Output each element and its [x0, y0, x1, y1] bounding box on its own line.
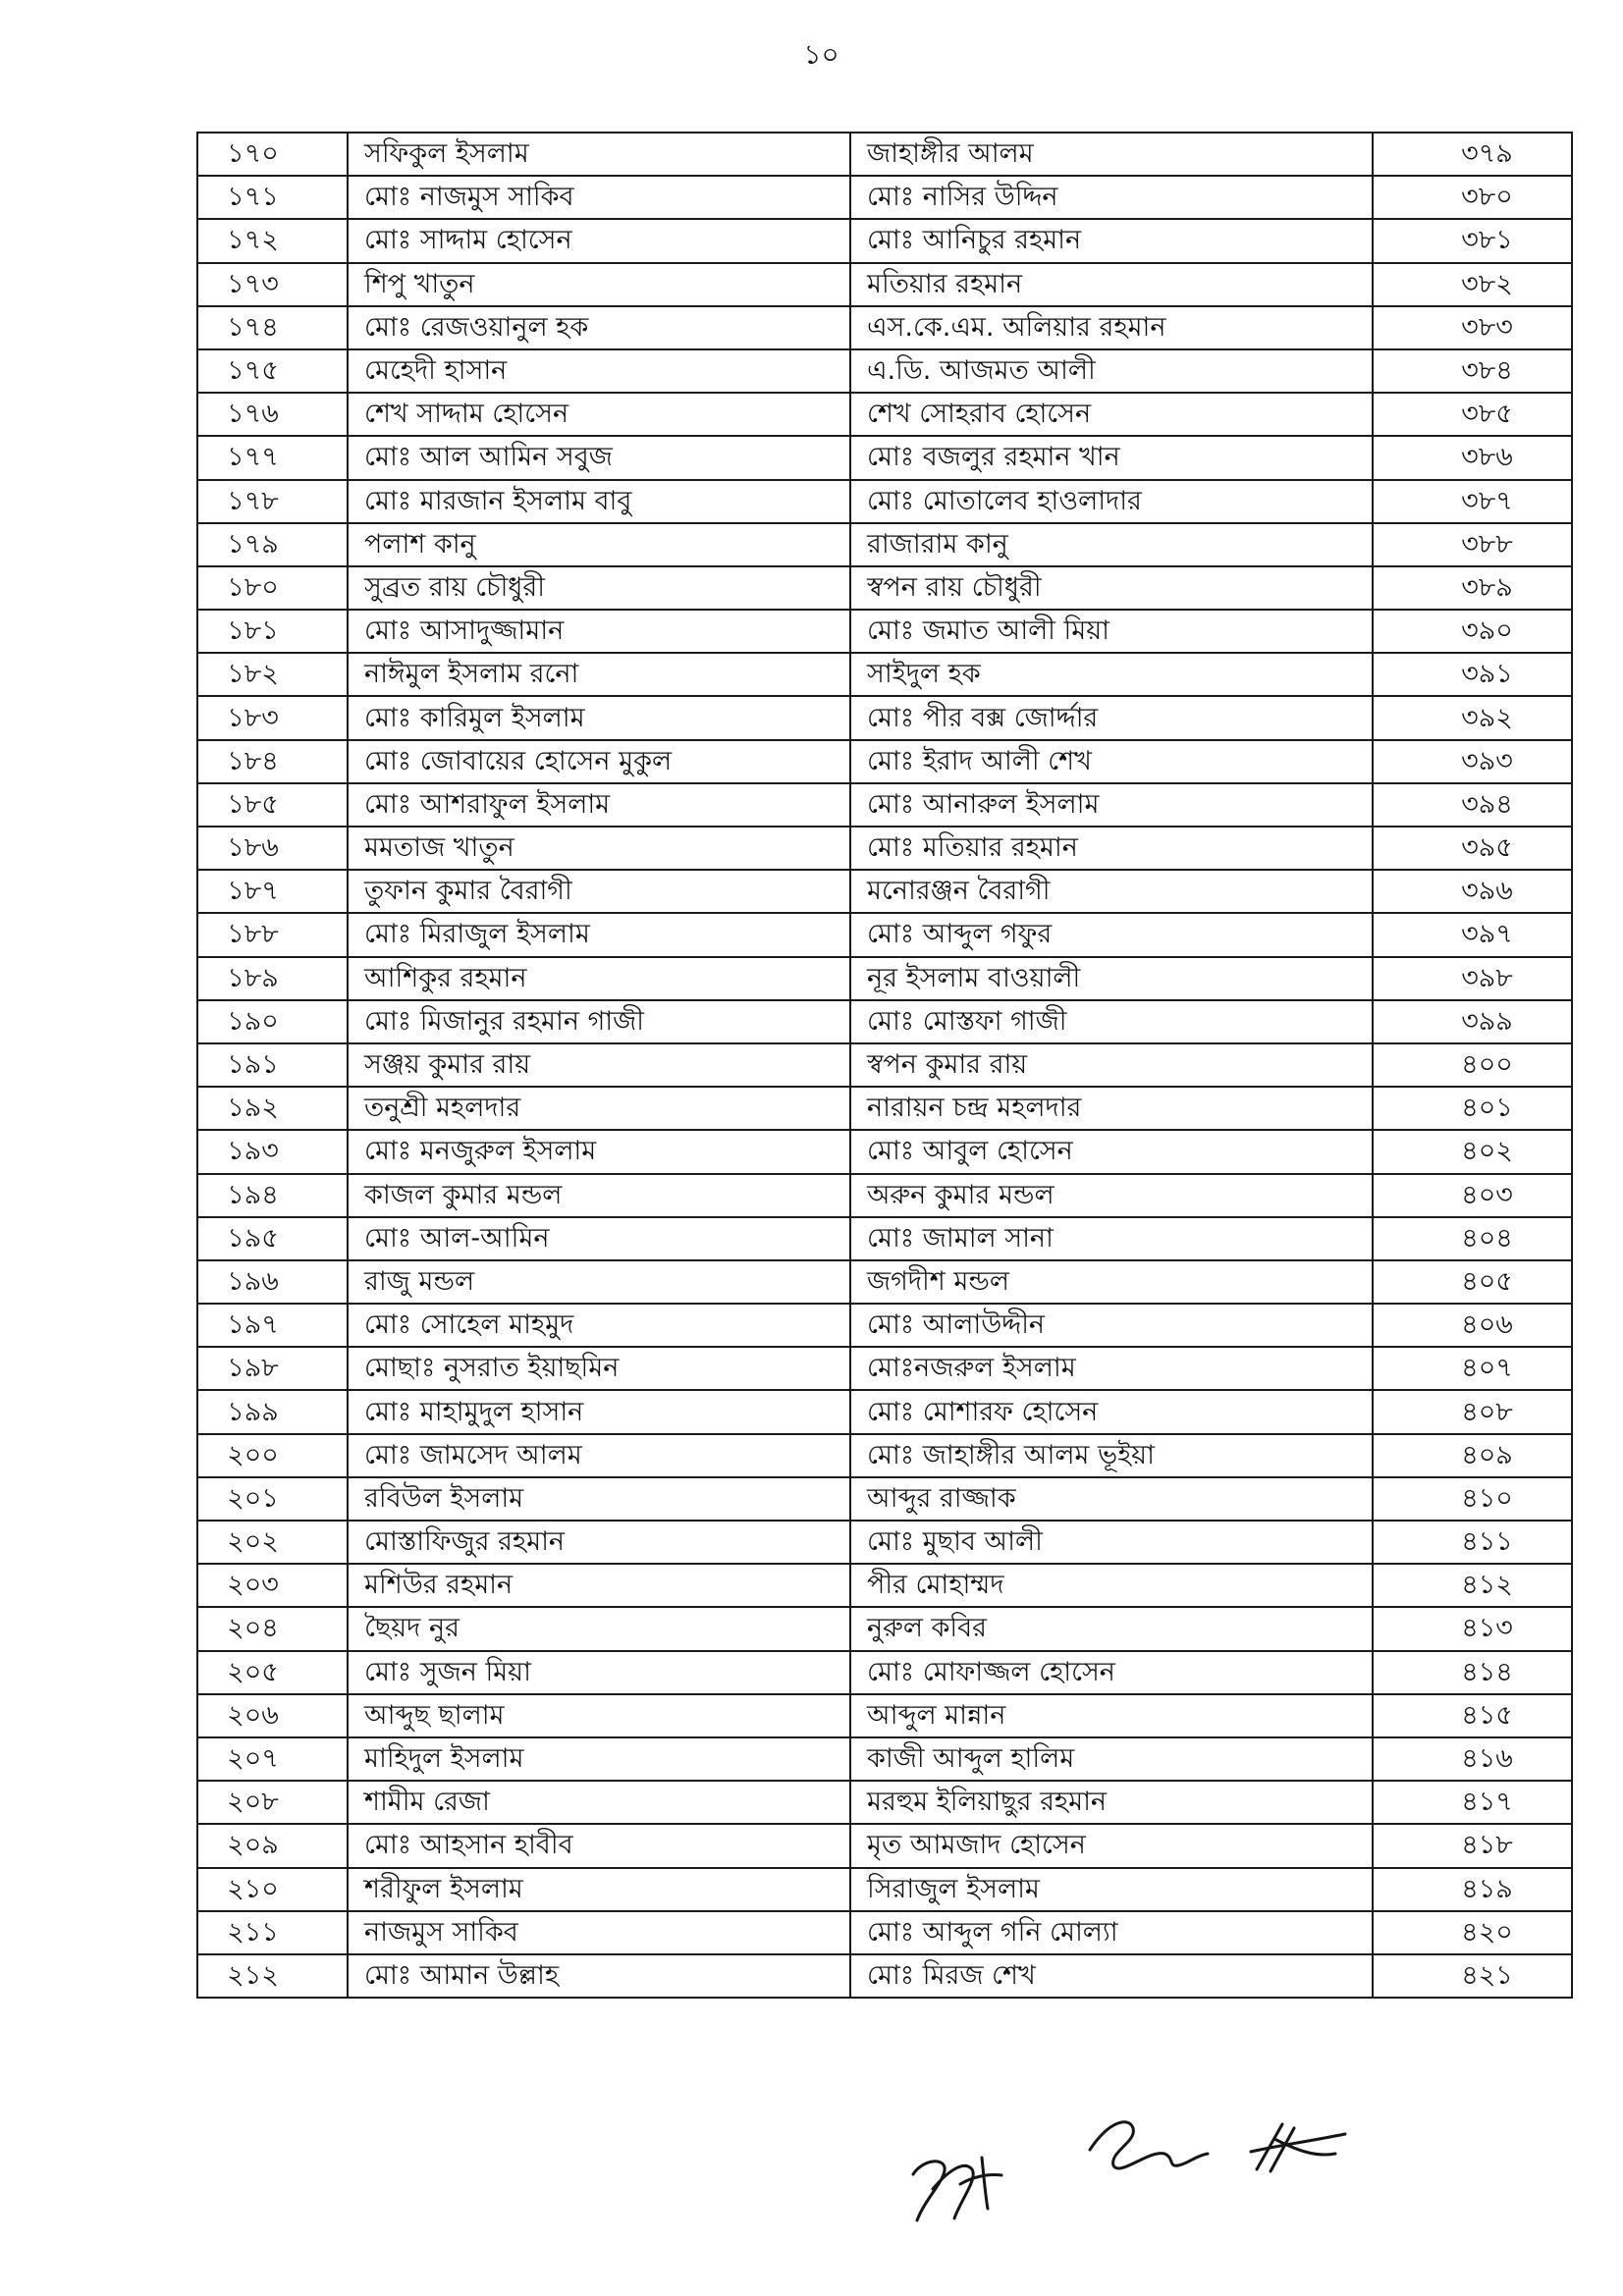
code-cell: ৪০৬ — [1373, 1304, 1572, 1347]
father-name-cell: মোঃ মোশারফ হোসেন — [850, 1390, 1373, 1433]
table-row — [197, 1868, 1572, 1911]
table-row — [197, 436, 1572, 479]
table-row — [197, 1260, 1572, 1304]
table-row — [197, 1607, 1572, 1650]
father-name-cell: জাহাঙ্গীর আলম — [850, 133, 1373, 176]
code-cell: ৩৮৯ — [1373, 566, 1572, 610]
father-name-cell: এ.ডি. আজমত আলী — [850, 349, 1373, 393]
serial-cell: ১৯৭ — [197, 1304, 348, 1347]
name-cell: ছৈয়দ নুর — [348, 1607, 850, 1650]
code-cell: ৪১৮ — [1373, 1824, 1572, 1867]
serial-cell: ১৯৪ — [197, 1174, 348, 1217]
table-row — [197, 653, 1572, 696]
code-cell: ৩৮৮ — [1373, 523, 1572, 566]
father-name-cell: নুরুল কবির — [850, 1607, 1373, 1650]
code-cell: ৪০২ — [1373, 1130, 1572, 1173]
serial-cell: ২১২ — [197, 1954, 348, 1998]
father-name-cell: মোঃ মোফাজ্জল হোসেন — [850, 1651, 1373, 1694]
table-row — [197, 1087, 1572, 1130]
name-cell: সফিকুল ইসলাম — [348, 133, 850, 176]
father-name-cell: মোঃ মতিয়ার রহমান — [850, 827, 1373, 870]
serial-cell: ১৮৫ — [197, 783, 348, 827]
name-cell: মোঃ জামসেদ আলম — [348, 1434, 850, 1477]
table-row — [197, 783, 1572, 827]
code-cell: ৩৮০ — [1373, 176, 1572, 219]
name-cell: মোঃ সোহেল মাহমুদ — [348, 1304, 850, 1347]
father-name-cell: মোঃ আবুল হোসেন — [850, 1130, 1373, 1173]
table-row — [197, 610, 1572, 653]
code-cell: ৪০৮ — [1373, 1390, 1572, 1433]
serial-cell: ১৭৯ — [197, 523, 348, 566]
name-cell: মোঃ মাহামুদুল হাসান — [348, 1390, 850, 1433]
serial-cell: ১৮৭ — [197, 870, 348, 913]
name-cell: মোস্তাফিজুর রহমান — [348, 1521, 850, 1564]
father-name-cell: শেখ সোহরাব হোসেন — [850, 393, 1373, 436]
serial-cell: ১৮৪ — [197, 740, 348, 783]
father-name-cell: এস.কে.এম. অলিয়ার রহমান — [850, 306, 1373, 349]
code-cell: ৩৯৪ — [1373, 783, 1572, 827]
name-cell: মোঃ আহসান হাবীব — [348, 1824, 850, 1867]
serial-cell: ১৭৪ — [197, 306, 348, 349]
serial-cell: ১৯২ — [197, 1087, 348, 1130]
father-name-cell: মোঃ পীর বক্স জোর্দ্দার — [850, 696, 1373, 739]
table-row — [197, 306, 1572, 349]
code-cell: ৩৯০ — [1373, 610, 1572, 653]
table-row — [197, 393, 1572, 436]
serial-cell: ১৭৮ — [197, 480, 348, 523]
father-name-cell: মরহুম ইলিয়াছুর রহমান — [850, 1781, 1373, 1824]
code-cell: ৩৮৭ — [1373, 480, 1572, 523]
page-number-text: ১০ — [803, 38, 839, 71]
code-cell: ৩৯৩ — [1373, 740, 1572, 783]
page-number — [0, 39, 1623, 71]
serial-cell: ১৮৬ — [197, 827, 348, 870]
code-cell: ৩৯১ — [1373, 653, 1572, 696]
serial-cell: ১৯০ — [197, 1000, 348, 1043]
father-name-cell: পীর মোহাম্মদ — [850, 1564, 1373, 1607]
name-cell: মোঃ আল আমিন সবুজ — [348, 436, 850, 479]
code-cell: ৪০৫ — [1373, 1260, 1572, 1304]
father-name-cell: রাজারাম কানু — [850, 523, 1373, 566]
code-cell: ৪০০ — [1373, 1043, 1572, 1087]
table-row — [197, 133, 1572, 176]
name-cell: নাঈমুল ইসলাম রনো — [348, 653, 850, 696]
name-cell: শামীম রেজা — [348, 1781, 850, 1824]
code-cell: ৩৮৫ — [1373, 393, 1572, 436]
serial-cell: ১৯৩ — [197, 1130, 348, 1173]
table-row — [197, 176, 1572, 219]
father-name-cell: মোঃ মোতালেব হাওলাদার — [850, 480, 1373, 523]
roster-table — [196, 132, 1573, 1999]
table-row — [197, 219, 1572, 262]
name-cell: মোঃ সুজন মিয়া — [348, 1651, 850, 1694]
name-cell: নাজমুস সাকিব — [348, 1911, 850, 1954]
table-row — [197, 1911, 1572, 1954]
name-cell: মোঃ নাজমুস সাকিব — [348, 176, 850, 219]
serial-cell: ১৭২ — [197, 219, 348, 262]
code-cell: ৪১৪ — [1373, 1651, 1572, 1694]
table-row — [197, 1477, 1572, 1521]
name-cell: মোঃ কারিমুল ইসলাম — [348, 696, 850, 739]
code-cell: ৪১০ — [1373, 1477, 1572, 1521]
serial-cell: ১৯৮ — [197, 1347, 348, 1390]
table-row — [197, 1174, 1572, 1217]
name-cell: রবিউল ইসলাম — [348, 1477, 850, 1521]
father-name-cell: অরুন কুমার মন্ডল — [850, 1174, 1373, 1217]
code-cell: ৩৯৬ — [1373, 870, 1572, 913]
name-cell: তনুশ্রী মহলদার — [348, 1087, 850, 1130]
father-name-cell: মোঃ ইরাদ আলী শেখ — [850, 740, 1373, 783]
signature-2-icon — [1080, 2110, 1217, 2189]
name-cell: মোঃ আশরাফুল ইসলাম — [348, 783, 850, 827]
signature-1-icon — [903, 2130, 1041, 2238]
father-name-cell: কাজী আব্দুল হালিম — [850, 1737, 1373, 1781]
serial-cell: ১৯১ — [197, 1043, 348, 1087]
name-cell: মোঃ মারজান ইসলাম বাবু — [348, 480, 850, 523]
name-cell: মোঃ মিজানুর রহমান গাজী — [348, 1000, 850, 1043]
father-name-cell: মোঃনজরুল ইসলাম — [850, 1347, 1373, 1390]
serial-cell: ২০৮ — [197, 1781, 348, 1824]
father-name-cell: মোঃ নাসির উদ্দিন — [850, 176, 1373, 219]
code-cell: ৩৯২ — [1373, 696, 1572, 739]
name-cell: রাজু মন্ডল — [348, 1260, 850, 1304]
father-name-cell: মোঃ আনিচুর রহমান — [850, 219, 1373, 262]
code-cell: ৩৯৮ — [1373, 957, 1572, 1000]
father-name-cell: জগদীশ মন্ডল — [850, 1260, 1373, 1304]
serial-cell: ২০৪ — [197, 1607, 348, 1650]
table-row — [197, 1043, 1572, 1087]
father-name-cell: মোঃ মুছাব আলী — [850, 1521, 1373, 1564]
code-cell: ৩৯৯ — [1373, 1000, 1572, 1043]
name-cell: মোঃ মনজুরুল ইসলাম — [348, 1130, 850, 1173]
name-cell: মশিউর রহমান — [348, 1564, 850, 1607]
table-row — [197, 1347, 1572, 1390]
serial-cell: ১৭৩ — [197, 263, 348, 306]
code-cell: ৩৮৩ — [1373, 306, 1572, 349]
serial-cell: ১৯৯ — [197, 1390, 348, 1433]
father-name-cell: সিরাজুল ইসলাম — [850, 1868, 1373, 1911]
serial-cell: ১৭৫ — [197, 349, 348, 393]
father-name-cell: স্বপন রায় চৌধুরী — [850, 566, 1373, 610]
code-cell: ৩৯৫ — [1373, 827, 1572, 870]
code-cell: ৪১৩ — [1373, 1607, 1572, 1650]
code-cell: ৪১৬ — [1373, 1737, 1572, 1781]
name-cell: কাজল কুমার মন্ডল — [348, 1174, 850, 1217]
serial-cell: ১৭৭ — [197, 436, 348, 479]
code-cell: ৩৮৬ — [1373, 436, 1572, 479]
name-cell: মোঃ জোবায়ের হোসেন মুকুল — [348, 740, 850, 783]
table-row — [197, 1954, 1572, 1998]
name-cell: সুব্রত রায় চৌধুরী — [348, 566, 850, 610]
father-name-cell: মনোরঞ্জন বৈরাগী — [850, 870, 1373, 913]
serial-cell: ১৮১ — [197, 610, 348, 653]
table-row — [197, 1521, 1572, 1564]
serial-cell: ১৮০ — [197, 566, 348, 610]
name-cell: মোঃ আল-আমিন — [348, 1217, 850, 1260]
serial-cell: ২০৭ — [197, 1737, 348, 1781]
name-cell: পলাশ কানু — [348, 523, 850, 566]
father-name-cell: মোঃ আলাউদ্দীন — [850, 1304, 1373, 1347]
serial-cell: ১৮৯ — [197, 957, 348, 1000]
code-cell: ৪০৪ — [1373, 1217, 1572, 1260]
table-row — [197, 1304, 1572, 1347]
name-cell: সঞ্জয় কুমার রায় — [348, 1043, 850, 1087]
father-name-cell: মোঃ বজলুর রহমান খান — [850, 436, 1373, 479]
name-cell: মোঃ মিরাজুল ইসলাম — [348, 913, 850, 956]
code-cell: ৪১৫ — [1373, 1694, 1572, 1737]
serial-cell: ১৮২ — [197, 653, 348, 696]
serial-cell: ১৯৬ — [197, 1260, 348, 1304]
father-name-cell: মৃত আমজাদ হোসেন — [850, 1824, 1373, 1867]
code-cell: ৩৮২ — [1373, 263, 1572, 306]
serial-cell: ২১১ — [197, 1911, 348, 1954]
table-row — [197, 696, 1572, 739]
name-cell: শেখ সাদ্দাম হোসেন — [348, 393, 850, 436]
table-row — [197, 1737, 1572, 1781]
table-row — [197, 957, 1572, 1000]
code-cell: ৪২১ — [1373, 1954, 1572, 1998]
name-cell: শিপু খাতুন — [348, 263, 850, 306]
father-name-cell: মোঃ মিরজ শেখ — [850, 1954, 1373, 1998]
signature-area — [884, 2130, 1375, 2248]
father-name-cell: নূর ইসলাম বাওয়ালী — [850, 957, 1373, 1000]
table-row — [197, 349, 1572, 393]
table-row — [197, 1217, 1572, 1260]
serial-cell: ১৭৬ — [197, 393, 348, 436]
serial-cell: ২১০ — [197, 1868, 348, 1911]
table-row — [197, 1434, 1572, 1477]
code-cell: ৪১৭ — [1373, 1781, 1572, 1824]
name-cell: মেহেদী হাসান — [348, 349, 850, 393]
serial-cell: ২০৯ — [197, 1824, 348, 1867]
name-cell: মমতাজ খাতুন — [348, 827, 850, 870]
table-row — [197, 740, 1572, 783]
father-name-cell: মোঃ জামাল সানা — [850, 1217, 1373, 1260]
serial-cell: ২০৬ — [197, 1694, 348, 1737]
serial-cell: ২০০ — [197, 1434, 348, 1477]
code-cell: ৪০৩ — [1373, 1174, 1572, 1217]
table-row — [197, 1781, 1572, 1824]
code-cell: ৪১৯ — [1373, 1868, 1572, 1911]
name-cell: মোঃ সাদ্দাম হোসেন — [348, 219, 850, 262]
code-cell: ৪০৯ — [1373, 1434, 1572, 1477]
name-cell: মাহিদুল ইসলাম — [348, 1737, 850, 1781]
code-cell: ৩৮১ — [1373, 219, 1572, 262]
name-cell: মোঃ আসাদুজ্জামান — [348, 610, 850, 653]
code-cell: ৩৭৯ — [1373, 133, 1572, 176]
roster-table-body — [197, 133, 1572, 1998]
table-row — [197, 566, 1572, 610]
code-cell: ৩৯৭ — [1373, 913, 1572, 956]
father-name-cell: আব্দুল মান্নান — [850, 1694, 1373, 1737]
table-row — [197, 913, 1572, 956]
name-cell: মোঃ রেজওয়ানুল হক — [348, 306, 850, 349]
serial-cell: ১৯৫ — [197, 1217, 348, 1260]
code-cell: ৪১২ — [1373, 1564, 1572, 1607]
serial-cell: ২০২ — [197, 1521, 348, 1564]
name-cell: আশিকুর রহমান — [348, 957, 850, 1000]
signature-3-icon — [1237, 2110, 1355, 2189]
table-row — [197, 870, 1572, 913]
serial-cell: ১৮৩ — [197, 696, 348, 739]
name-cell: মোছাঃ নুসরাত ইয়াছমিন — [348, 1347, 850, 1390]
father-name-cell: মোঃ আব্দুল গনি মোল্যা — [850, 1911, 1373, 1954]
father-name-cell: মোঃ মোস্তফা গাজী — [850, 1000, 1373, 1043]
father-name-cell: মোঃ আব্দুল গফুর — [850, 913, 1373, 956]
father-name-cell: নারায়ন চন্দ্র মহলদার — [850, 1087, 1373, 1130]
name-cell: তুফান কুমার বৈরাগী — [348, 870, 850, 913]
table-row — [197, 263, 1572, 306]
table-row — [197, 1694, 1572, 1737]
serial-cell: ১৭১ — [197, 176, 348, 219]
table-row — [197, 1651, 1572, 1694]
table-row — [197, 1130, 1572, 1173]
table-row — [197, 1824, 1572, 1867]
name-cell: আব্দুছ ছালাম — [348, 1694, 850, 1737]
serial-cell: ১৭০ — [197, 133, 348, 176]
code-cell: ৪১১ — [1373, 1521, 1572, 1564]
name-cell: শরীফুল ইসলাম — [348, 1868, 850, 1911]
father-name-cell: স্বপন কুমার রায় — [850, 1043, 1373, 1087]
father-name-cell: মোঃ জাহাঙ্গীর আলম ভূইয়া — [850, 1434, 1373, 1477]
serial-cell: ১৮৮ — [197, 913, 348, 956]
father-name-cell: মতিয়ার রহমান — [850, 263, 1373, 306]
code-cell: ৪০১ — [1373, 1087, 1572, 1130]
father-name-cell: মোঃ আনারুল ইসলাম — [850, 783, 1373, 827]
code-cell: ৩৮৪ — [1373, 349, 1572, 393]
table-row — [197, 480, 1572, 523]
table-row — [197, 827, 1572, 870]
code-cell: ৪২০ — [1373, 1911, 1572, 1954]
table-row — [197, 523, 1572, 566]
code-cell: ৪০৭ — [1373, 1347, 1572, 1390]
serial-cell: ২০১ — [197, 1477, 348, 1521]
name-cell: মোঃ আমান উল্লাহ — [348, 1954, 850, 1998]
father-name-cell: সাইদুল হক — [850, 653, 1373, 696]
table-row — [197, 1000, 1572, 1043]
serial-cell: ২০৩ — [197, 1564, 348, 1607]
table-row — [197, 1564, 1572, 1607]
table-row — [197, 1390, 1572, 1433]
father-name-cell: মোঃ জমাত আলী মিয়া — [850, 610, 1373, 653]
father-name-cell: আব্দুর রাজ্জাক — [850, 1477, 1373, 1521]
serial-cell: ২০৫ — [197, 1651, 348, 1694]
